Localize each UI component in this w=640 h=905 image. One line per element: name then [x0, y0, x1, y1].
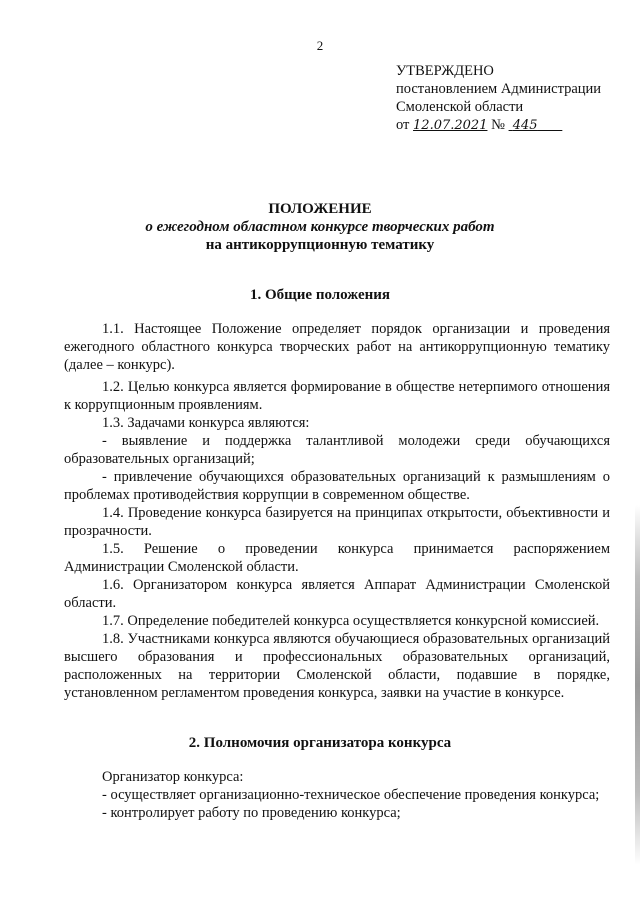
- approval-line-2: Смоленской области: [396, 99, 524, 115]
- number-value: [509, 118, 563, 133]
- section-1-body: [64, 320, 610, 702]
- date-value: 12.07.2021: [413, 118, 488, 133]
- approval-line-1: постановлением Администрации: [396, 81, 602, 97]
- document-title: [0, 200, 640, 254]
- scan-edge-shadow: [635, 505, 640, 865]
- paragraph: Организатор конкурса:: [102, 769, 244, 785]
- number-text: 445: [512, 118, 538, 133]
- paragraph: - выявление и поддержка талантливой молодежи среди обучающихся образовательных организаций;: [64, 433, 610, 467]
- section-2-heading: 2. Полномочия организатора конкурса: [188, 735, 452, 751]
- paragraph: - контролирует работу по проведению конкурса;: [102, 805, 401, 821]
- page-number: 2: [316, 38, 324, 53]
- number-prefix: №: [491, 117, 505, 133]
- paragraph: 1.5. Решение о проведении конкурса принимается распоряжением Администрации Смоленской области.: [64, 541, 610, 575]
- title-sub-2: на антикоррупционную тематику: [205, 237, 435, 253]
- title-main: ПОЛОЖЕНИЕ: [268, 201, 372, 217]
- paragraph: - привлечение обучающихся образовательных организаций к размышлениям о проблемах противодействия коррупции в современном обществе.: [64, 469, 610, 503]
- approval-date-line: [396, 116, 601, 135]
- approval-heading: УТВЕРЖДЕНО: [396, 63, 494, 79]
- paragraph: 1.6. Организатором конкурса является Аппарат Администрации Смоленской области.: [64, 577, 610, 611]
- paragraph: 1.4. Проведение конкурса базируется на принципах открытости, объективности и прозрачности.: [64, 505, 610, 539]
- section-2-body: [64, 768, 610, 822]
- section-1-heading: 1. Общие положения: [249, 287, 391, 303]
- paragraph: - осуществляет организационно-техническое обеспечение проведения конкурса;: [102, 787, 600, 803]
- paragraph: 1.1. Настоящее Положение определяет порядок организации и проведения ежегодного областного конкурса творческих работ на антикоррупционную тематику (далее – конкурс).: [64, 321, 610, 373]
- paragraph: 1.8. Участниками конкурса являются обучающиеся образовательных организаций высшего образования и профессиональных образовательных организаций, расположенных на территории Смоленской области, подавшие в порядке, установленном регламентом проведения конкурса, заявки на участие в конкурсе.: [64, 631, 610, 701]
- paragraph: 1.2. Целью конкурса является формирование в обществе нетерпимого отношения к коррупционным проявлениям.: [64, 379, 610, 413]
- paragraph: 1.7. Определение победителей конкурса осуществляется конкурсной комиссией.: [102, 613, 600, 629]
- paragraph: 1.3. Задачами конкурса являются:: [102, 415, 310, 431]
- date-prefix: от: [396, 117, 410, 133]
- approval-stamp: [396, 62, 601, 135]
- title-sub-1: о ежегодном областном конкурсе творческих работ: [145, 219, 495, 235]
